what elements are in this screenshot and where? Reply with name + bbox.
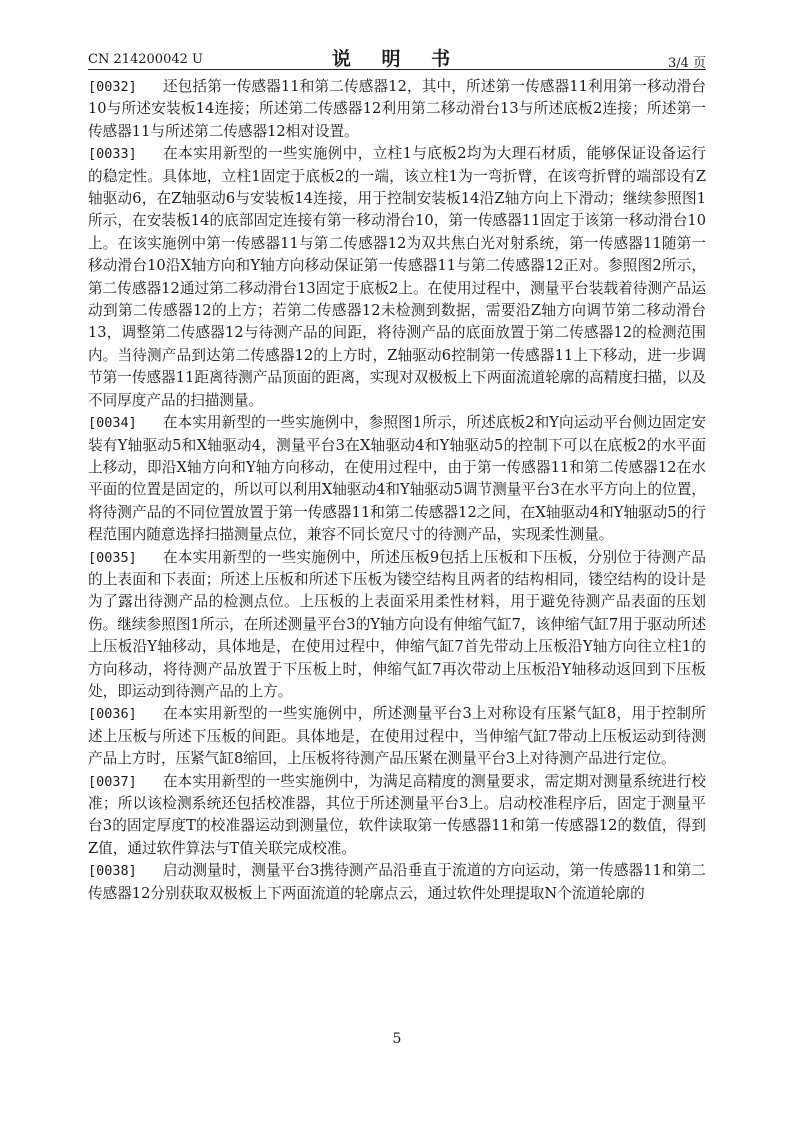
paragraph-text: 在本实用新型的一些实施例中，所述测量平台3上对称设有压紧气缸8，用于控制所述上压板与所述下压板的间距。具体地是，在使用过程中，当伸缩气缸7带动上压板运动到待测产品上方时，压紧气缸8缩回，上压板将待测产品压紧在测量平台3上对待测产品进行定位。 [88,705,706,768]
paragraph-0038 [88,860,706,905]
page-info: 3/4 页 [667,56,706,71]
page-header [88,44,706,71]
document-body [88,76,706,905]
paragraph-number: [0038] [88,863,137,880]
paragraph-number: [0033] [88,146,137,163]
paragraph-text: 在本实用新型的一些实施例中，参照图1所示，所述底板2和Y向运动平台侧边固定安装有Y轴驱动5和X轴驱动4，测量平台3在X轴驱动4和Y轴驱动5的控制下可以在底板2的水平面上移动，即沿X轴方向和Y轴方向移动，在使用过程中，由于第一传感器11和第二传感器12在水平面的位置是固定的，所以可以利用X轴驱动4和Y轴驱动5调节测量平台3在水平方向上的位置，将待测产品的不同位置放置于第一传感器11和第二传感器12之间，在X轴驱动4和Y轴驱动5的行程范围内随意选择扫描测量点位，兼容不同长宽尺寸的待测产品，实现柔性测量。 [88,414,706,544]
paragraph-0036 [88,703,706,770]
paragraph-number: [0032] [88,79,137,95]
paragraph-text: 在本实用新型的一些实施例中，所述压板9包括上压板和下压板，分别位于待测产品的上表面和下表面；所述上压板和所述下压板为镂空结构且两者的结构相同，镂空结构的设计是为了露出待测产品的检测点位。上压板的上表面采用柔性材料，用于避免待测产品表面的压划伤。继续参照图1所示，在所述测量平台3的Y轴方向设有伸缩气缸7，该伸缩气缸7用于驱动所述上压板沿Y轴移动，具体地是，在使用过程中，伸缩气缸7首先带动上压板沿Y轴方向往立柱1的方向移动，将待测产品放置于下压板上时，伸缩气缸7再次带动上压板沿Y轴移动返回到下压板处，即运动到待测产品的上方。 [88,548,706,700]
paragraph-number: [0037] [88,773,137,790]
paragraph-0032 [88,76,706,143]
paragraph-number: [0035] [88,549,137,566]
paragraph-0034 [88,412,706,546]
document-title: 说 明 书 [331,48,463,70]
paragraph-0037 [88,771,706,861]
paragraph-text: 在本实用新型的一些实施例中，为满足高精度的测量要求，需定期对测量系统进行校准；所以该检测系统还包括校准器，其位于所述测量平台3上。启动校准程序后，固定于测量平台3的固定厚度T的校准器运动到测量位，软件读取第一传感器11和第一传感器12的数值，得到Z值，通过软件算法与T值关联完成校准。 [88,772,706,857]
page-number: 5 [392,1031,402,1047]
paragraph-number: [0034] [88,415,137,432]
paragraph-0035 [88,547,706,704]
patent-number: CN 214200042 U [88,52,203,67]
paragraph-0033 [88,143,706,412]
paragraph-text: 启动测量时，测量平台3携待测产品沿垂直于流道的方向运动，第一传感器11和第二传感器12分别获取双极板上下两面流道的轮廓点云，通过软件处理提取N个流道轮廓的 [88,862,706,902]
header-rule [88,69,706,70]
paragraph-text: 还包括第一传感器11和第二传感器12，其中，所述第一传感器11利用第一移动滑台10与所述安装板14连接；所述第二传感器12利用第二移动滑台13与所述底板2连接；所述第一传感器11与所述第二传感器12相对设置。 [88,78,706,140]
paragraph-number: [0036] [88,706,137,723]
paragraph-text: 在本实用新型的一些实施例中，立柱1与底板2均为大理石材质，能够保证设备运行的稳定性。具体地，立柱1固定于底板2的一端，该立柱1为一弯折臂，在该弯折臂的端部设有Z轴驱动6，在Z轴驱动6与安装板14连接，用于控制安装板14沿Z轴方向上下滑动；继续参照图1所示，在安装板14的底部固定连接有第一移动滑台10，第一传感器11固定于该第一移动滑台10上。在该实施例中第一传感器11与第二传感器12为双共焦白光对射系统，第一传感器11随第一移动滑台10沿X轴方向和Y轴方向移动保证第一传感器11与第二传感器12正对。参照图2所示，第二传感器12通过第二移动滑台13固定于底板2上。在使用过程中，测量平台装载着待测产品运动到第二传感器12的上方；若第二传感器12未检测到数据，需要沿Z轴方向调节第二移动滑台13，调整第二传感器12与待测产品的间距，将待测产品的底面放置于第二传感器12的检测范围内。当待测产品到达第二传感器12的上方时，Z轴驱动6控制第一传感器11上下移动，进一步调节第一传感器11距离待测产品顶面的距离，实现对双极板上下两面流道轮廓的高精度扫描，以及不同厚度产品的扫描测量。 [88,145,706,409]
